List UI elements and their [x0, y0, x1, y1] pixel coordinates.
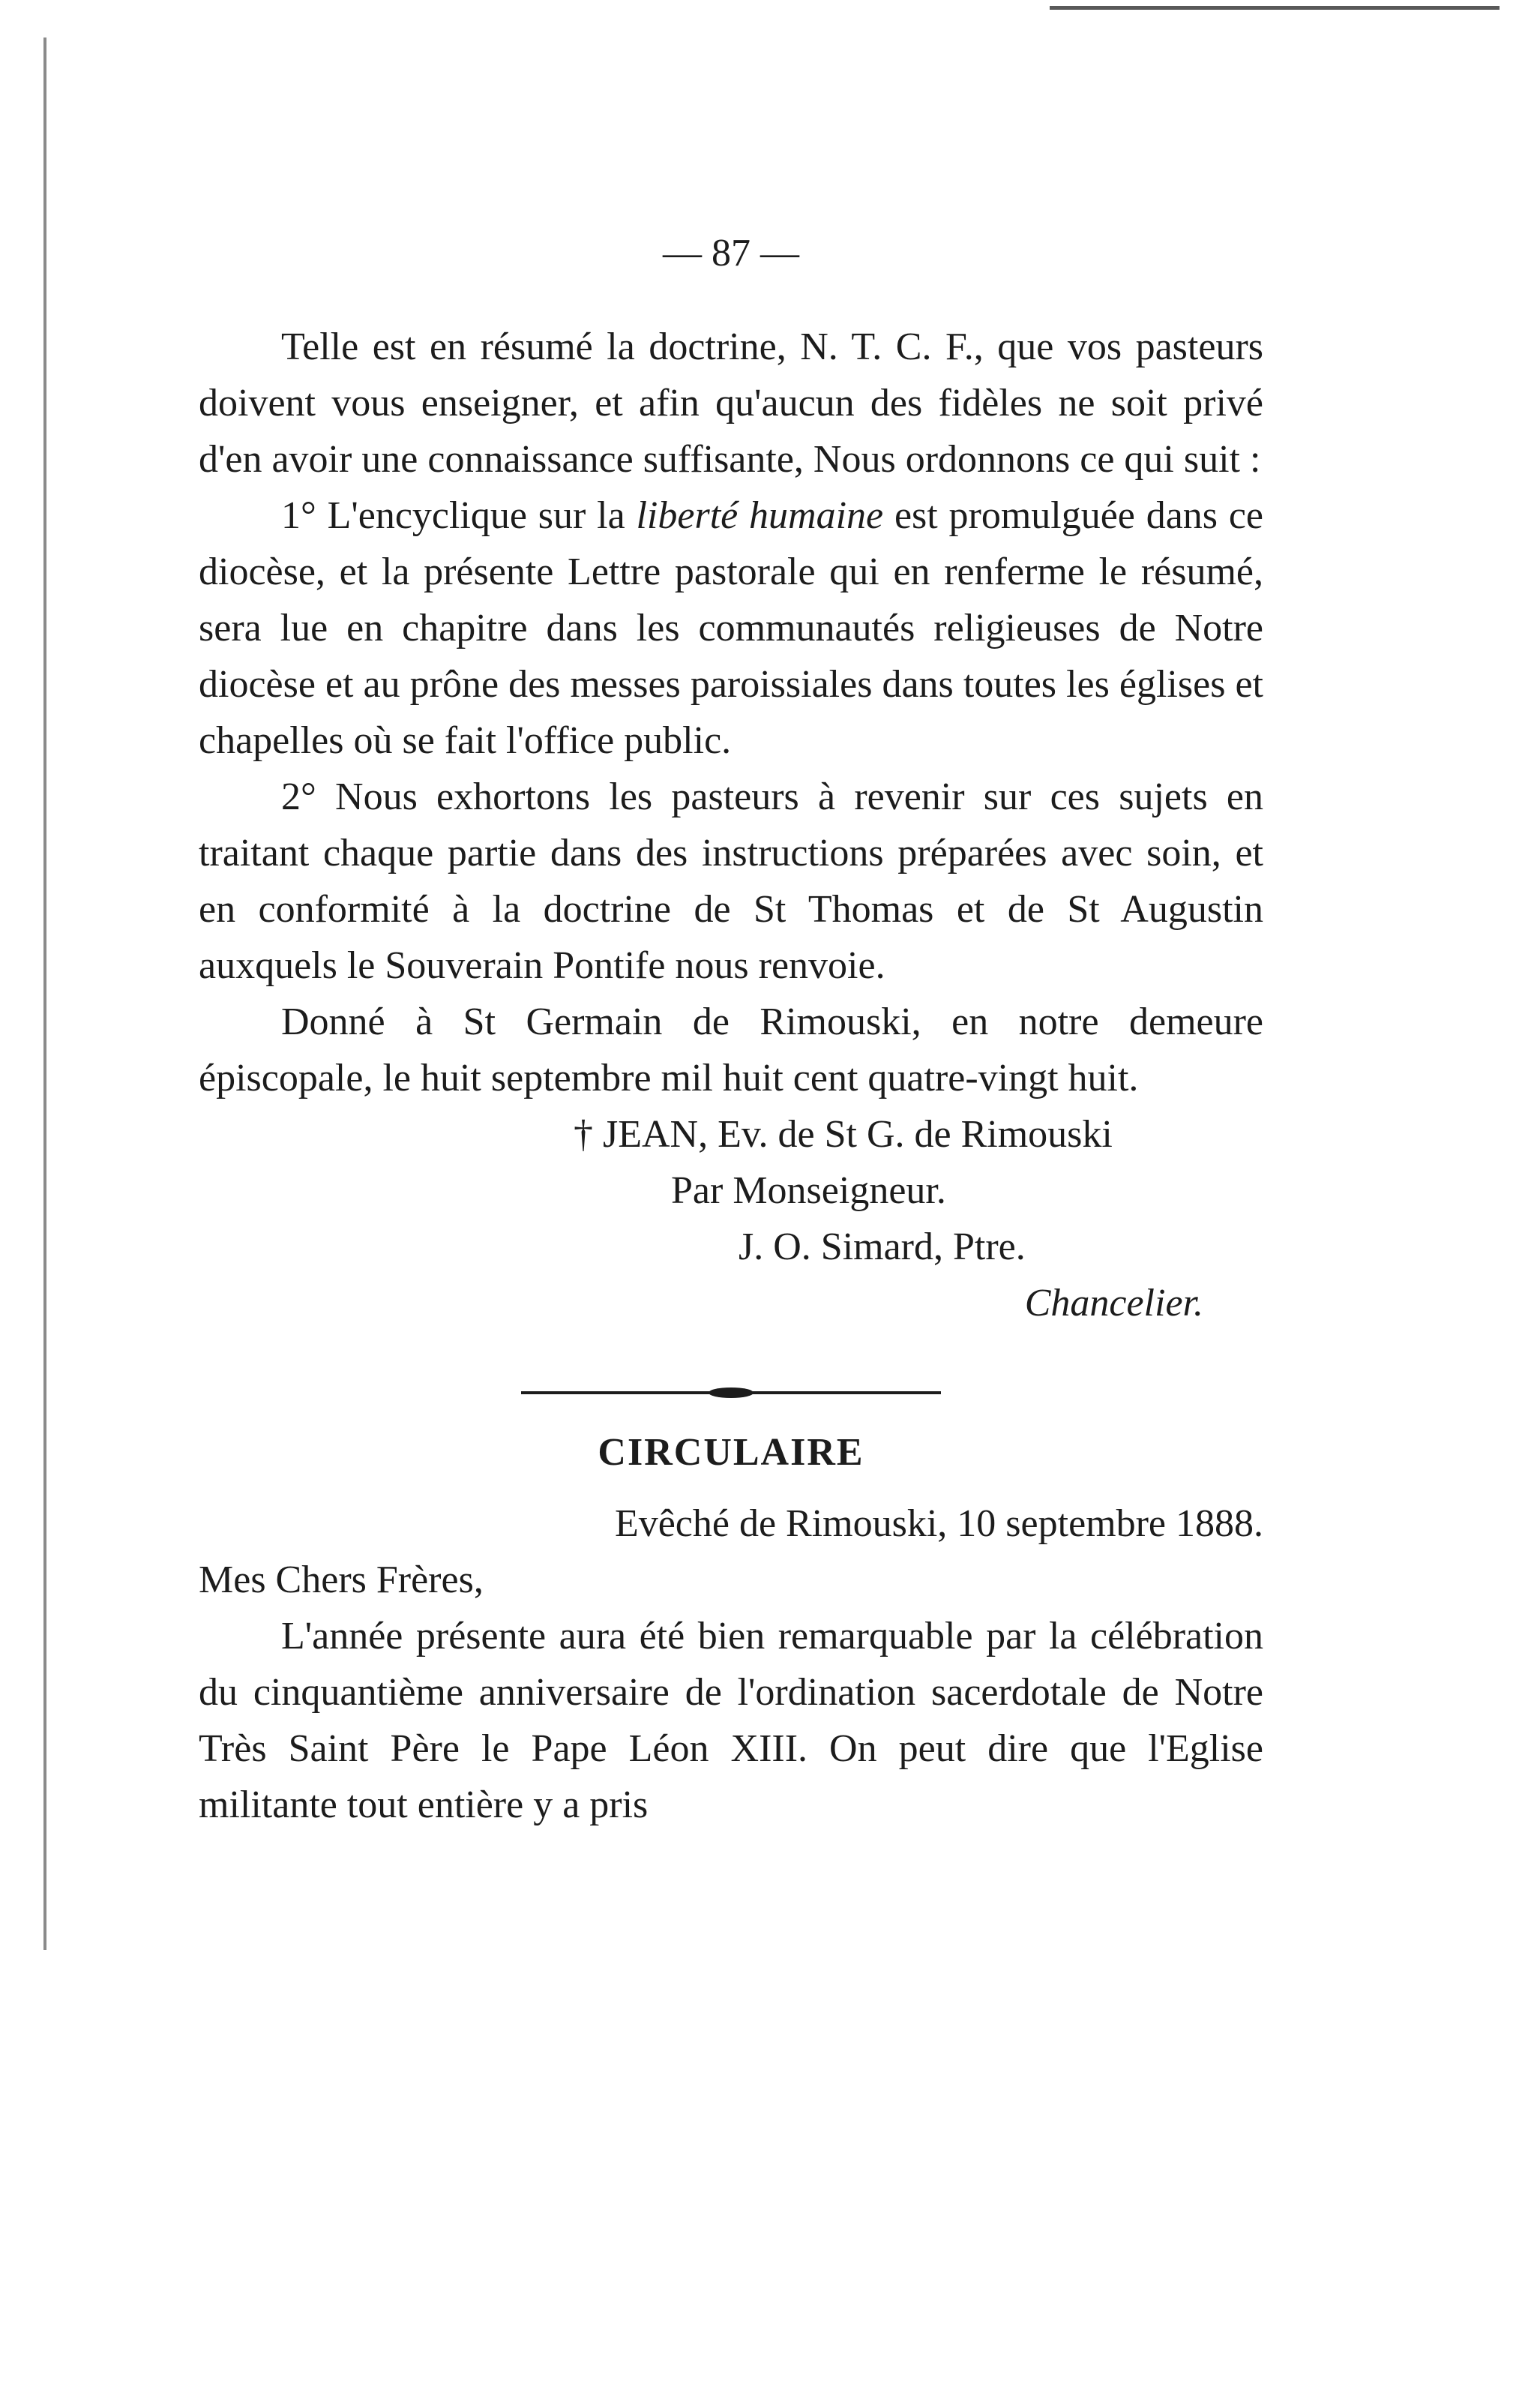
circular-heading: CIRCULAIRE — [598, 1431, 864, 1474]
article-1-text-end: est promulguée dans ce diocèse, et la présente Lettre pastorale qui en renferme le résumé, sera lue en chapitre dans les communautés religieuses de Notre diocèse et au prône des messes paroissiales dans toutes les églises et chapelles où se fait l'office public. — [199, 494, 1263, 762]
paragraph-article-1 — [199, 488, 1263, 769]
circular-body: L'année présente aura été bien remarquable par la célébration du cinquantième anniversaire de l'ordination sacerdotale de Notre Très Saint Père le Pape Léon XIII. On peut dire que l'Eglise militante tout entière y a pris — [199, 1615, 1263, 1826]
signature-chancellor-name: J. O. Simard, Ptre. — [739, 1226, 1026, 1268]
paragraph-article-2: 2° Nous exhortons les pasteurs à revenir sur ces sujets en traitant chaque partie dans des instructions préparées avec soin, et en conformité à la doctrine de St Thomas et de St Augustin auxquels le Souverain Pontife nous renvoie. — [199, 776, 1263, 987]
paragraph-given-at: Donné à St Germain de Rimouski, en notre demeure épiscopale, le huit septembre mil huit cent quatre-vingt huit. — [199, 1000, 1263, 1100]
article-1-italic-title: liberté humaine — [636, 494, 884, 537]
circular-dateline: Evêché de Rimouski, 10 septembre 1888. — [614, 1502, 1263, 1545]
scan-edge-mark — [43, 38, 54, 1950]
signature-bishop: † JEAN, Ev. de St G. de Rimouski — [574, 1113, 1113, 1156]
signature-by-order: Par Monseigneur. — [671, 1169, 946, 1212]
document-page — [199, 225, 1263, 1833]
signature-chancellor-title: Chancelier. — [1024, 1282, 1203, 1324]
page-number: — 87 — — [663, 232, 799, 274]
section-divider — [521, 1391, 941, 1394]
paragraph-doctrine-summary: Telle est en résumé la doctrine, N. T. C. F., que vos pasteurs doivent vous enseigner, et afin qu'aucun des fidèles ne soit privé d'en avoir une connaissance suffisante, Nous ordonnons ce qui suit : — [199, 326, 1263, 481]
article-1-text-start: 1° L'encyclique sur la — [281, 494, 637, 537]
circular-salutation: Mes Chers Frères, — [199, 1558, 484, 1601]
scan-top-mark — [1050, 6, 1500, 10]
